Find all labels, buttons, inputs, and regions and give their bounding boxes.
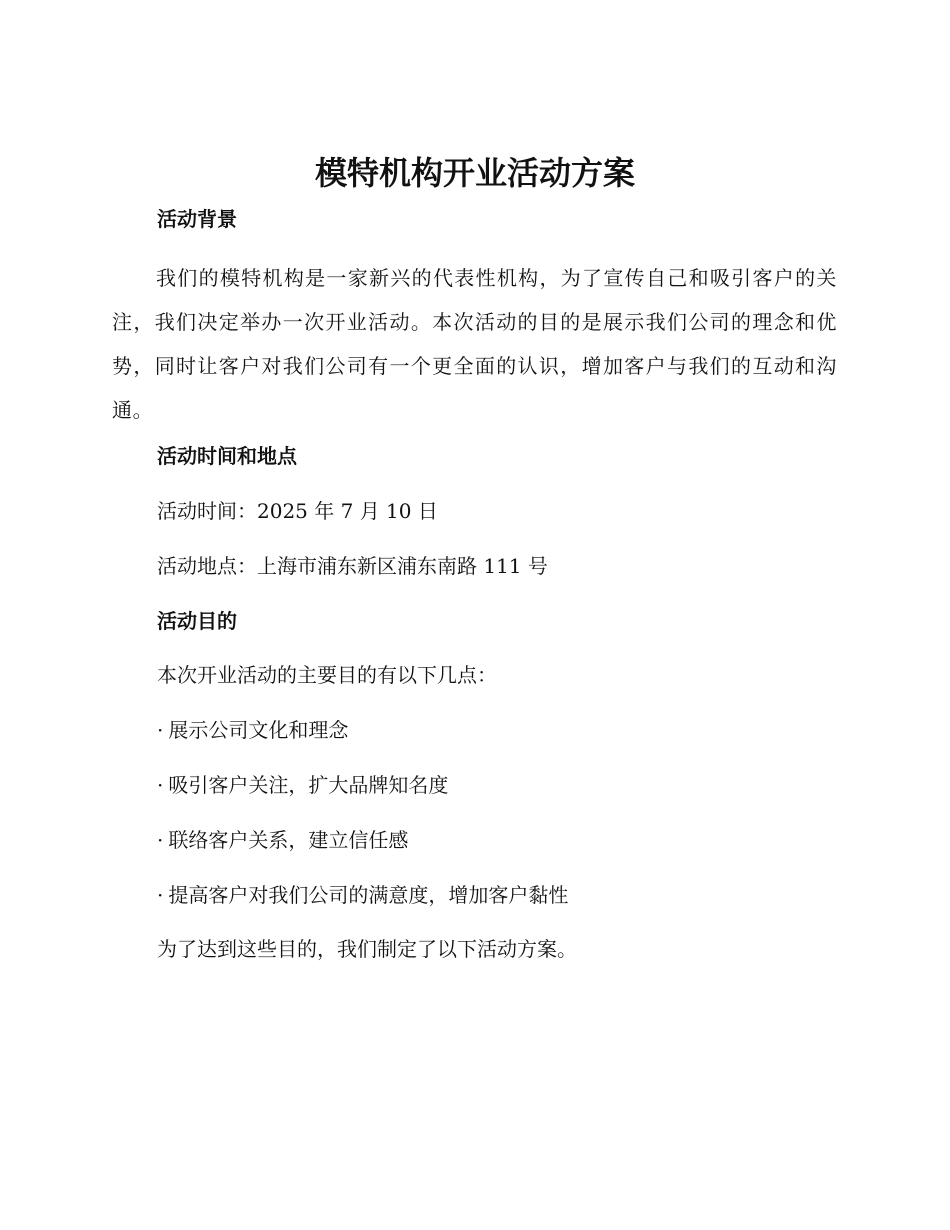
bullet-text: 联络客户关系，建立信任感 (168, 828, 409, 852)
bullet-text: 提高客户对我们公司的满意度，增加客户黏性 (168, 883, 569, 907)
bullet-text: 展示公司文化和理念 (168, 718, 349, 742)
bullet-dot-icon: · (157, 718, 164, 742)
section-heading-purpose: 活动目的 (157, 609, 237, 633)
purpose-bullet-item (157, 826, 408, 854)
background-paragraph: 我们的模特机构是一家新兴的代表性机构，为了宣传自己和吸引客户的关注，我们决定举办一次开业活动。本次活动的目的是展示我们公司的理念和优势，同时让客户对我们公司有一个更全面的认识，增加客户与我们的互动和沟通。 (112, 266, 837, 422)
purpose-intro-line: 本次开业活动的主要目的有以下几点： (157, 663, 497, 687)
section-heading-background: 活动背景 (157, 207, 237, 231)
purpose-closing-line: 为了达到这些目的，我们制定了以下活动方案。 (157, 937, 577, 961)
bullet-dot-icon: · (157, 773, 164, 797)
bullet-dot-icon: · (157, 883, 164, 907)
event-time-line: 活动时间：2025 年 7 月 10 日 (157, 499, 438, 523)
purpose-bullet-item (157, 716, 348, 744)
event-place-line: 活动地点：上海市浦东新区浦东南路 111 号 (157, 554, 548, 578)
bullet-dot-icon: · (157, 828, 164, 852)
purpose-bullet-item (157, 881, 568, 909)
purpose-bullet-item (157, 771, 448, 799)
section-heading-time-place: 活动时间和地点 (157, 444, 297, 468)
document-title: 模特机构开业活动方案 (314, 154, 635, 192)
bullet-text: 吸引客户关注，扩大品牌知名度 (168, 773, 449, 797)
